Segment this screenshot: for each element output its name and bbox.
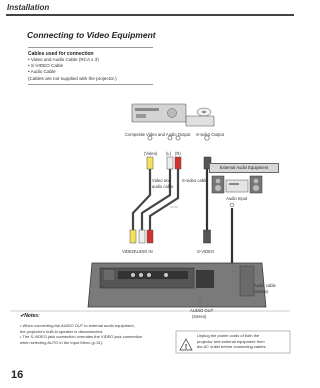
warning-line: projector and external equipment from <box>197 338 265 344</box>
audio-cable-label: Audio cable <box>254 283 276 288</box>
notes-title: ✔Notes: <box>20 313 40 319</box>
cables-line: • Video and Audio Cable (RCA x 3) <box>28 57 99 62</box>
port-audio-in-label: AUDIO IN <box>134 249 153 254</box>
rca-plugs-top <box>147 157 211 169</box>
svg-text:!: ! <box>184 344 188 351</box>
cables-line: • S-VIDEO Cable <box>28 63 64 69</box>
video-audio-cable-label-2: audio cable <box>152 184 174 189</box>
svideo-cable-label: S-video cable <box>182 178 208 183</box>
audio-cable-sub-label: (stereo) <box>254 289 269 294</box>
plug-video-label: (Video) <box>144 151 158 156</box>
video-audio-cable-label: Video and <box>152 178 171 183</box>
page-number: 16 <box>11 369 24 381</box>
plug-r-label: (R) <box>175 151 181 156</box>
cables-line: (Cables are not supplied with the projector.) <box>28 75 117 81</box>
source-output-label: Composite Video and Audio Output <box>125 132 191 137</box>
audio-out-label: AUDIO OUT <box>190 308 214 313</box>
note-line: the projector's built-in speaker is disconnected. <box>20 328 104 334</box>
external-audio-equipment-label: External Audio Equipment <box>209 163 279 173</box>
plug-l-label: (L) <box>166 151 172 156</box>
external-audio-equipment-illustration <box>212 176 262 207</box>
note-line: • The S-VIDEO jack connection overrides the VIDEO jack connection <box>20 334 143 339</box>
warning-line: the AC outlet before connecting cables. <box>197 344 267 349</box>
note-line: when selecting AUTO in the Input Menu (p.31). <box>20 339 104 345</box>
port-svideo-label: S-VIDEO <box>197 249 215 254</box>
port-video-label: VIDEO <box>122 249 136 254</box>
audio-input-label: Audio Input <box>226 196 248 201</box>
rca-plugs-bottom <box>130 230 211 243</box>
audio-out-sub-label: (stereo) <box>192 314 207 319</box>
cables-line: • Audio Cable <box>28 69 56 75</box>
svideo-output-label: S-video Output <box>196 132 224 137</box>
cables-heading: Cables used for connection <box>28 51 94 57</box>
section-title: Connecting to Video Equipment <box>27 30 156 40</box>
note-line: • When connecting the AUDIO OUT to external audio equipment, <box>20 323 135 328</box>
av-equipment-illustration <box>132 104 214 126</box>
warning-line: Unplug the power cords of both the <box>197 333 260 338</box>
header-title: Installation <box>7 3 50 12</box>
projector-illustration <box>88 263 269 307</box>
